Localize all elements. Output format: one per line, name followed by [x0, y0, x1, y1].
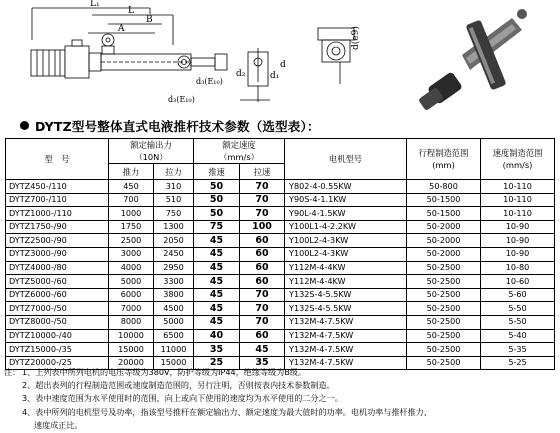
cell-stroke: 50-2000 — [407, 220, 481, 234]
cell-motor: Y100L2-4-3KW — [285, 247, 407, 261]
cell-ps: 50 — [194, 207, 240, 221]
product-photo — [418, 9, 527, 111]
cell-stroke: 50-2500 — [407, 261, 481, 275]
cell-model: DYTZ6000-/60 — [6, 288, 109, 302]
cell-model: DYTZ8000-/50 — [6, 315, 109, 329]
cell-range: 10-90 — [481, 220, 555, 234]
cell-pls: 100 — [240, 220, 285, 234]
cell-motor: Y132M-4-7.5KW — [285, 315, 407, 329]
cell-motor: Y132M-4-7.5KW — [285, 343, 407, 357]
dim-label-l1: L₁ — [90, 0, 100, 9]
cell-range: 10-90 — [481, 234, 555, 248]
cell-motor: Y112M-4-4KW — [285, 275, 407, 289]
table-row — [6, 193, 555, 207]
cell-model: DYTZ7000-/50 — [6, 302, 109, 316]
cell-range: 10-90 — [481, 247, 555, 261]
cell-stroke: 50-2500 — [407, 275, 481, 289]
cell-model: DYTZ4000-/80 — [6, 261, 109, 275]
cell-pls: 70 — [240, 180, 285, 194]
cell-push: 20000 — [109, 356, 154, 370]
cell-model: DYTZ3000-/90 — [6, 247, 109, 261]
header-motor: 电机型号 — [285, 139, 407, 180]
header-force: 额定输出力 （10N） — [109, 139, 194, 164]
cell-stroke: 50-2000 — [407, 234, 481, 248]
cell-model: DYTZ10000-/40 — [6, 329, 109, 343]
note-4-cont: 速度成正比。 — [34, 419, 83, 430]
cell-ps: 25 — [194, 356, 240, 370]
dim-label-d: d — [280, 60, 286, 70]
cell-stroke: 50-2500 — [407, 315, 481, 329]
cell-push: 450 — [109, 180, 154, 194]
cell-pull: 2450 — [154, 247, 194, 261]
header-push: 推力 — [109, 164, 154, 180]
table-row — [6, 220, 555, 234]
table-row — [6, 343, 555, 357]
cell-ps: 45 — [194, 234, 240, 248]
note-2: 2、超出表列的行程制造范围或速度制造范围的，另行注明，否则按表内技术参数制造。 — [22, 380, 335, 391]
cell-pls: 60 — [240, 275, 285, 289]
cell-push: 700 — [109, 193, 154, 207]
cell-push: 10000 — [109, 329, 154, 343]
cell-model: DYTZ20000-/25 — [6, 356, 109, 370]
dim-label-d-e9: d(e9) — [351, 26, 361, 50]
cell-push: 3000 — [109, 247, 154, 261]
table-row — [6, 180, 555, 194]
table-row — [6, 288, 555, 302]
bullet-icon — [20, 121, 29, 130]
cell-pls: 70 — [240, 315, 285, 329]
cell-ps: 40 — [194, 329, 240, 343]
cell-stroke: 50-2500 — [407, 356, 481, 370]
table-row — [6, 261, 555, 275]
cell-range: 10-110 — [481, 193, 555, 207]
cell-pull: 2050 — [154, 234, 194, 248]
cell-pls: 70 — [240, 193, 285, 207]
table-row — [6, 234, 555, 248]
spec-table — [5, 138, 555, 370]
cell-model: DYTZ1000-/110 — [6, 207, 109, 221]
cell-ps: 45 — [194, 275, 240, 289]
header-pull-speed: 拉速 — [240, 164, 285, 180]
cell-motor: Y132S-4-5.5KW — [285, 302, 407, 316]
cell-pull: 310 — [154, 180, 194, 194]
section-heading: DYTZ型号整体直式电液推杆技术参数（选型表）： — [20, 117, 320, 135]
cell-pull: 6500 — [154, 329, 194, 343]
dim-label-b: B — [146, 15, 153, 25]
cell-pls: 35 — [240, 356, 285, 370]
dim-label-d2: d₂ — [236, 69, 246, 79]
table-row — [6, 207, 555, 221]
cell-motor: Y100L1-4-2.2KW — [285, 220, 407, 234]
cell-model: DYTZ5000-/60 — [6, 275, 109, 289]
cell-range: 5-35 — [481, 343, 555, 357]
cell-range: 10-110 — [481, 180, 555, 194]
table-row — [6, 302, 555, 316]
cell-range: 10-80 — [481, 261, 555, 275]
cell-pull: 11000 — [154, 343, 194, 357]
cell-pull: 4500 — [154, 302, 194, 316]
cell-model: DYTZ1750-/90 — [6, 220, 109, 234]
cell-motor: Y802-4-0.55KW — [285, 180, 407, 194]
cell-motor: Y100L2-4-3KW — [285, 234, 407, 248]
cell-pls: 70 — [240, 302, 285, 316]
cell-range: 10-110 — [481, 207, 555, 221]
cell-ps: 50 — [194, 193, 240, 207]
notes — [4, 366, 556, 432]
cell-push: 7000 — [109, 302, 154, 316]
cell-model: DYTZ2500-/90 — [6, 234, 109, 248]
cell-motor: Y112M-4-4KW — [285, 261, 407, 275]
cell-range: 5-60 — [481, 288, 555, 302]
header-push-speed: 推速 — [194, 164, 240, 180]
cell-pls: 60 — [240, 234, 285, 248]
cell-pls: 60 — [240, 329, 285, 343]
header-stroke: 行程制造范围 (mm) — [407, 139, 481, 180]
cell-pls: 60 — [240, 247, 285, 261]
cell-stroke: 50-2500 — [407, 329, 481, 343]
cell-motor: Y132M-4-7.5KW — [285, 356, 407, 370]
cell-push: 1750 — [109, 220, 154, 234]
cell-range: 5-50 — [481, 302, 555, 316]
cell-pull: 750 — [154, 207, 194, 221]
cell-pull: 2950 — [154, 261, 194, 275]
dimension-drawing — [0, 0, 560, 118]
cell-ps: 35 — [194, 343, 240, 357]
cell-pull: 1300 — [154, 220, 194, 234]
header-pull: 拉力 — [154, 164, 194, 180]
cell-ps: 75 — [194, 220, 240, 234]
cell-ps: 45 — [194, 315, 240, 329]
cell-range: 10-60 — [481, 275, 555, 289]
cell-motor: Y90L-4-1.5KW — [285, 207, 407, 221]
cell-motor: Y132M-4-7.5KW — [285, 329, 407, 343]
cell-ps: 45 — [194, 261, 240, 275]
cell-model: DYTZ700-/110 — [6, 193, 109, 207]
cell-push: 5000 — [109, 275, 154, 289]
cell-pls: 60 — [240, 261, 285, 275]
cell-push: 8000 — [109, 315, 154, 329]
cell-stroke: 50-2000 — [407, 247, 481, 261]
cell-ps: 45 — [194, 302, 240, 316]
cell-stroke: 50-800 — [407, 180, 481, 194]
cell-range: 5-40 — [481, 329, 555, 343]
cell-range: 5-50 — [481, 315, 555, 329]
header-speed-range: 速度制造范围 (mm/s) — [481, 139, 555, 180]
table-row — [6, 275, 555, 289]
table-row — [6, 315, 555, 329]
cell-range: 5-25 — [481, 356, 555, 370]
cell-ps: 45 — [194, 288, 240, 302]
dim-label-d3-2: d₃(E₁₀) — [168, 95, 195, 104]
cell-push: 15000 — [109, 343, 154, 357]
cell-pls: 70 — [240, 207, 285, 221]
cell-ps: 50 — [194, 180, 240, 194]
cell-pull: 3800 — [154, 288, 194, 302]
cell-pull: 3300 — [154, 275, 194, 289]
cell-stroke: 50-2500 — [407, 302, 481, 316]
cell-pull: 15000 — [154, 356, 194, 370]
cell-stroke: 50-2500 — [407, 288, 481, 302]
cell-push: 1000 — [109, 207, 154, 221]
note-4: 4、表中所列的电机型号及功率，指该型号推杆在额定输出力、额定速度为最大值时的功率。电机功率与推杆推力、 — [22, 406, 432, 417]
cell-model: DYTZ15000-/35 — [6, 343, 109, 357]
cell-pls: 45 — [240, 343, 285, 357]
cell-push: 6000 — [109, 288, 154, 302]
cell-stroke: 50-2500 — [407, 343, 481, 357]
cell-motor: Y90S-4-1.1KW — [285, 193, 407, 207]
cell-pull: 5000 — [154, 315, 194, 329]
table-row — [6, 329, 555, 343]
cell-motor: Y132S-4-5.5KW — [285, 288, 407, 302]
cell-model: DYTZ450-/110 — [6, 180, 109, 194]
cell-pull: 510 — [154, 193, 194, 207]
dim-label-l: L — [128, 6, 134, 16]
dim-label-d1: d₁ — [270, 71, 280, 81]
dim-label-d3-1: d₃(E₁₀) — [196, 77, 223, 86]
header-speed: 额定速度 （mm/s） — [194, 139, 285, 164]
cell-pls: 70 — [240, 288, 285, 302]
spec-table-body — [6, 180, 555, 370]
cell-push: 2500 — [109, 234, 154, 248]
cell-push: 4000 — [109, 261, 154, 275]
cell-ps: 45 — [194, 247, 240, 261]
note-1: 注： 1、上列表中所列电机的电压等级为380V，防护等级为IP44，绝缘等级为B级。 — [4, 367, 306, 377]
dim-label-a: A — [118, 24, 125, 34]
header-model: 型 号 — [6, 139, 109, 180]
cell-stroke: 50-1500 — [407, 193, 481, 207]
cell-stroke: 50-1500 — [407, 207, 481, 221]
note-3: 3、表中速度范围为水平使用时的范围，向上或向下使用的速度均为水平使用的二分之一。 — [22, 393, 343, 404]
table-row — [6, 247, 555, 261]
